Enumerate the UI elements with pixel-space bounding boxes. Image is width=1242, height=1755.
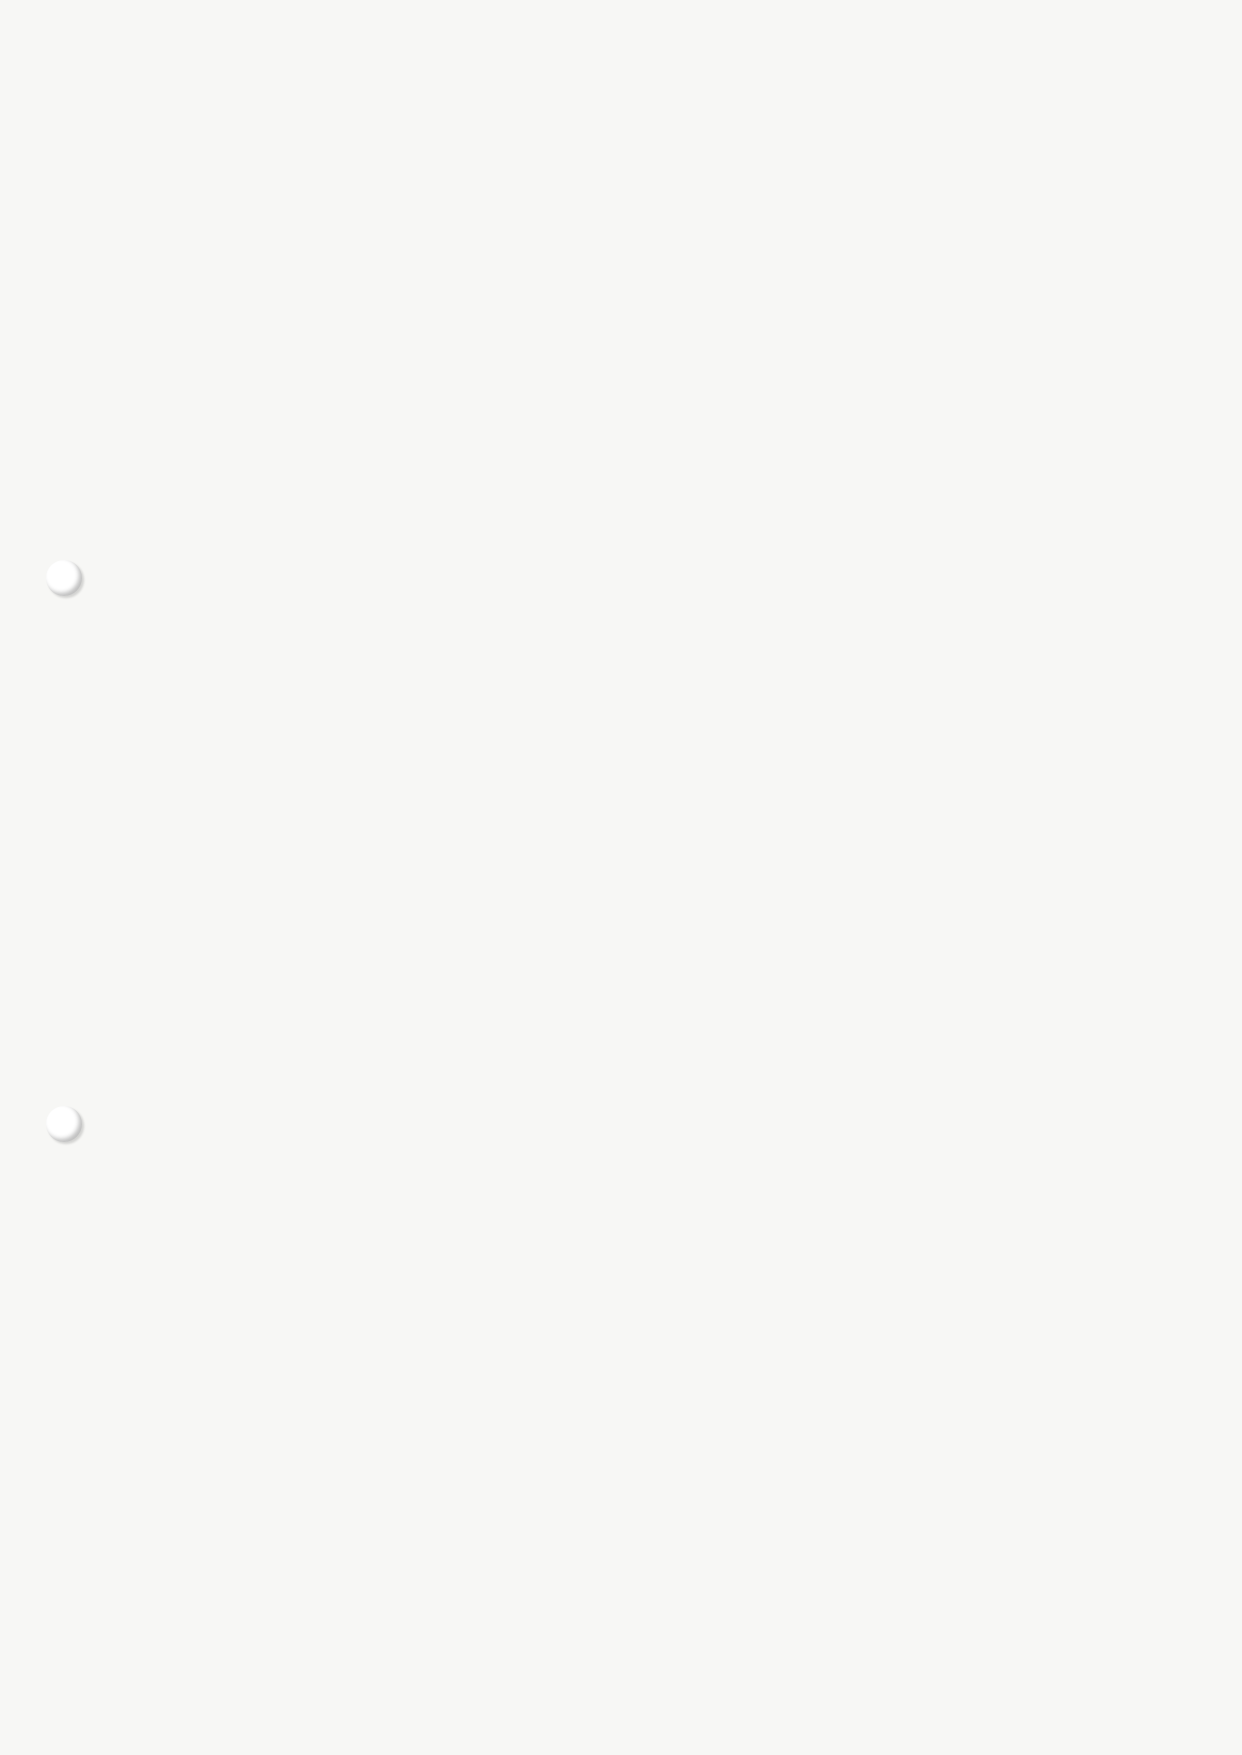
punch-hole-bottom bbox=[46, 1106, 82, 1142]
punch-hole-top bbox=[46, 560, 82, 596]
